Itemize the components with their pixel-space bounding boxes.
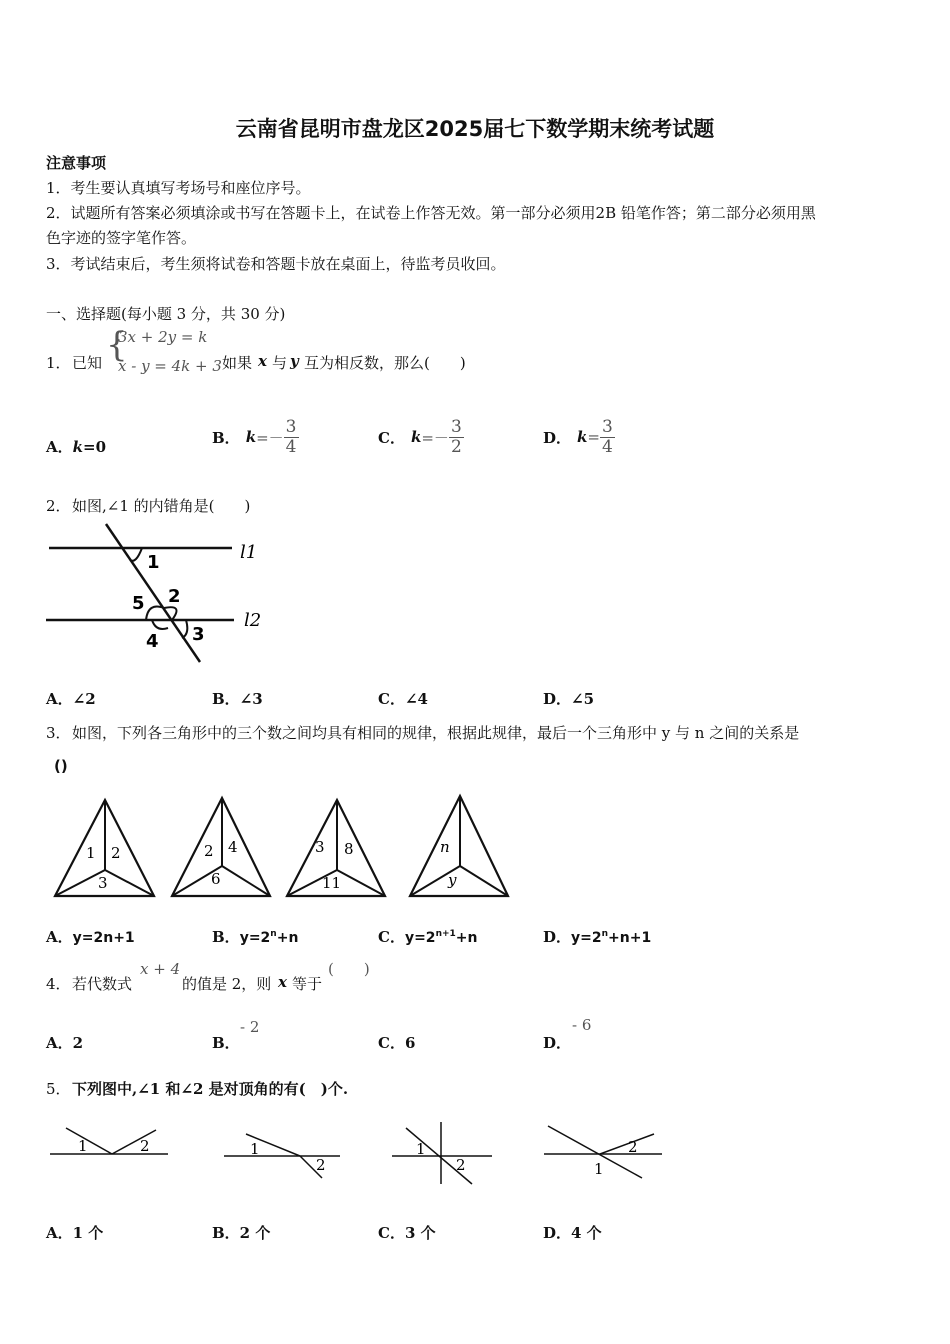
triangle-3: [287, 800, 385, 896]
q1-equation-1: 3x + 2y = k: [118, 328, 208, 346]
q3-option-c[interactable]: C．$y=2^{n+1}+n$: [378, 928, 478, 946]
q5-option-a[interactable]: A．1 个: [46, 1224, 104, 1242]
svg-text:1: 1: [78, 1137, 88, 1155]
q2-number: 2．: [46, 497, 71, 515]
svg-text:2: 2: [111, 844, 121, 862]
q3-number: 3．: [46, 724, 71, 742]
q3-option-a[interactable]: A．y=2n+1: [46, 928, 135, 946]
q1-option-c[interactable]: C． k =－ $\frac{3}{2}$: [378, 416, 462, 457]
q4-expression: x + 4: [140, 960, 181, 978]
q3-option-d[interactable]: D．$y=2^n+n+1$: [543, 928, 652, 946]
q4-option-d[interactable]: D．: [543, 1034, 572, 1052]
q3-triangles-figure: [50, 792, 520, 902]
q2-option-d[interactable]: D．∠5: [543, 690, 595, 708]
angle-figure-2: [224, 1134, 340, 1178]
triangle-1: [55, 800, 154, 896]
q4-paren: ( ): [328, 960, 370, 978]
label-5: 5: [132, 593, 145, 614]
q3-paren: (): [54, 757, 68, 775]
angle-figure-4: [544, 1126, 662, 1178]
q4-option-d-value: - 6: [572, 1016, 592, 1034]
angle-1-arc: [130, 548, 142, 561]
q1-option-b[interactable]: B． k =－ $\frac{3}{4}$: [212, 416, 297, 457]
q5-option-d[interactable]: D．4 个: [543, 1224, 602, 1242]
svg-text:1: 1: [416, 1140, 426, 1158]
svg-text:11: 11: [322, 874, 342, 892]
label-l1: l1: [240, 542, 258, 563]
q1-equation-2: x - y = 4k + 3: [118, 357, 222, 375]
triangle-4: [410, 796, 508, 896]
q4-var: x: [278, 973, 287, 991]
label-1: 1: [147, 552, 160, 573]
q4-pre: 若代数式: [72, 975, 133, 993]
svg-text:8: 8: [344, 840, 354, 858]
q1-pre: 已知: [72, 354, 103, 372]
svg-text:y: y: [448, 871, 457, 889]
notice-heading: 注意事项: [46, 154, 107, 172]
q3-text: 如图，下列各三角形中的三个数之间均具有相同的规律，根据此规律，最后一个三角形中 y 与 n 之间的关系是: [72, 724, 800, 742]
q3-option-b[interactable]: B．$y=2^n+n$: [212, 928, 299, 946]
svg-text:n: n: [440, 838, 450, 856]
section-heading: 一、选择题(每小题 3 分，共 30 分): [46, 305, 286, 323]
q4-option-b[interactable]: B．: [212, 1034, 240, 1052]
q4-number: 4．: [46, 975, 71, 993]
notice-item: 色字迹的签字笔作答。: [46, 229, 197, 247]
angle-5-arc: [146, 607, 164, 621]
triangle-2: [172, 798, 270, 896]
q1-number: 1．: [46, 354, 71, 372]
q4-option-c[interactable]: C．6: [378, 1034, 416, 1052]
svg-text:2: 2: [140, 1137, 150, 1155]
q2-option-a[interactable]: A．∠2: [46, 690, 96, 708]
brace-icon: {: [106, 325, 128, 365]
svg-text:2: 2: [204, 842, 214, 860]
label-4: 4: [146, 631, 159, 652]
q1-var-x: x: [258, 352, 267, 370]
notice-item: 1．考生要认真填写考场号和座位序号。: [46, 179, 311, 197]
q2-parallel-lines-figure: [44, 520, 274, 665]
q1-post: 如果: [222, 354, 253, 372]
label-3: 3: [192, 624, 205, 645]
q4-option-b-value: - 2: [240, 1018, 260, 1036]
svg-text:2: 2: [316, 1156, 326, 1174]
q2-text: 如图,∠1 的内错角是( ): [72, 497, 251, 515]
svg-text:4: 4: [228, 838, 238, 856]
q5-angles-figure: [44, 1118, 674, 1188]
q1-and: 与: [272, 354, 288, 372]
q5-option-c[interactable]: C．3 个: [378, 1224, 436, 1242]
q1-option-a[interactable]: A．k=0: [46, 438, 107, 456]
angle-figure-3: [392, 1122, 492, 1184]
notice-item: 3．考试结束后，考生须将试卷和答题卡放在桌面上，待监考员收回。: [46, 255, 506, 273]
q4-option-a[interactable]: A．2: [46, 1034, 84, 1052]
svg-text:1: 1: [86, 844, 96, 862]
svg-text:1: 1: [594, 1160, 604, 1178]
page-title: 云南省昆明市盘龙区2025届七下数学期末统考试题: [235, 117, 715, 141]
label-l2: l2: [244, 610, 262, 631]
q4-mid: 的值是 2，则: [182, 975, 272, 993]
q1-option-d[interactable]: D． k = $\frac{3}{4}$: [543, 416, 613, 457]
q5-option-b[interactable]: B．2 个: [212, 1224, 271, 1242]
svg-text:3: 3: [315, 838, 325, 856]
svg-text:1: 1: [250, 1140, 260, 1158]
angle-figure-1: [50, 1128, 168, 1155]
angle-4-arc: [152, 620, 168, 629]
q2-option-c[interactable]: C．∠4: [378, 690, 428, 708]
q4-post: 等于: [292, 975, 323, 993]
svg-text:2: 2: [456, 1156, 466, 1174]
svg-text:3: 3: [98, 874, 108, 892]
q5-text: 下列图中,∠1 和∠2 是对顶角的有( )个.: [72, 1080, 349, 1098]
q1-var-y: y: [290, 352, 299, 370]
svg-text:6: 6: [211, 870, 221, 888]
notice-item: 2．试题所有答案必须填涂或书写在答题卡上，在试卷上作答无效。第一部分必须用2B 铅笔作答；第二部分必须用黑: [46, 204, 816, 222]
q5-number: 5．: [46, 1080, 71, 1098]
q2-option-b[interactable]: B．∠3: [212, 690, 263, 708]
svg-text:2: 2: [628, 1138, 638, 1156]
q1-post2: 互为相反数，那么( ): [304, 354, 466, 372]
label-2: 2: [168, 586, 181, 607]
